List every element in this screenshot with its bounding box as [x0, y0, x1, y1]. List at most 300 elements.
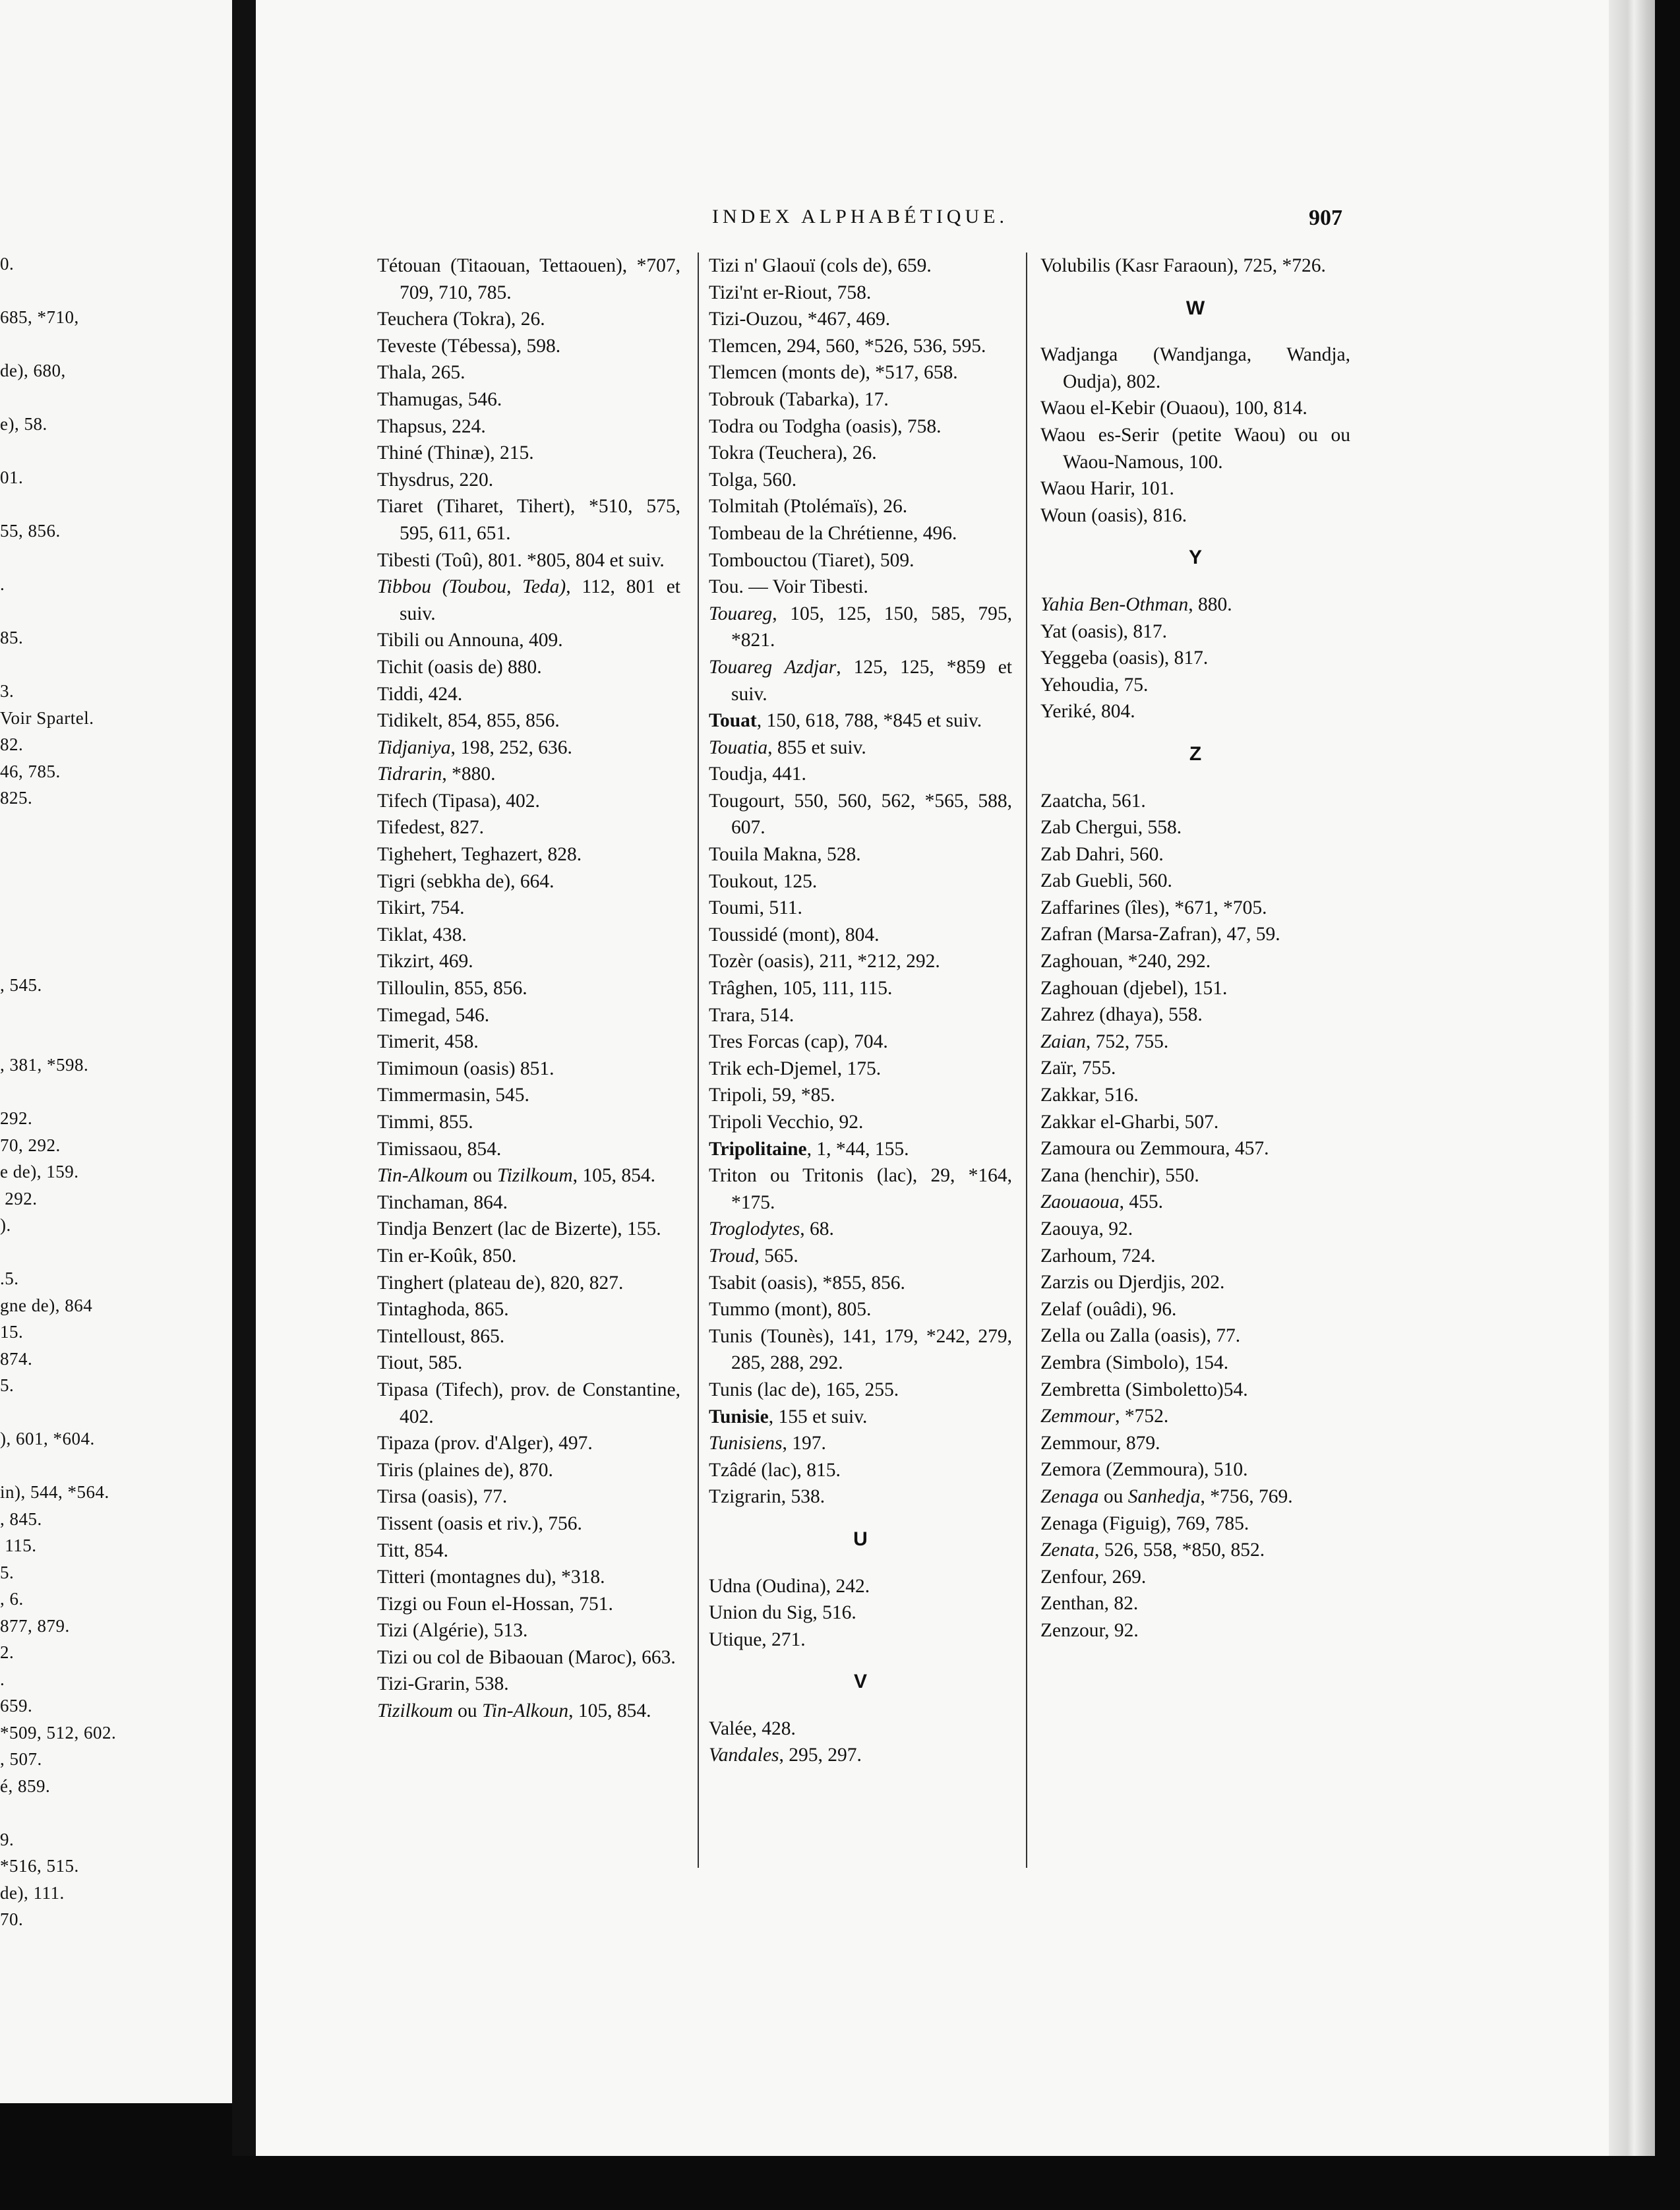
index-entry [709, 1082, 1012, 1109]
index-entry [1040, 342, 1350, 395]
entry-text: Timmi, 855. [377, 1112, 473, 1133]
section-letter: V [853, 1671, 867, 1693]
entry-text: Tlemcen, 294, 560, *526, 536, 595. [709, 335, 986, 357]
entry-text: Toudja, 441. [709, 763, 806, 785]
entry-text: Yeggeba (oasis), 817. [1040, 647, 1209, 669]
index-entry [377, 1564, 680, 1591]
index-entry [1040, 1537, 1350, 1564]
prev-page-line: e de), 159. [0, 1162, 79, 1181]
entry-text: Tizi n' Glaouï (cols de), 659. [709, 255, 932, 276]
prev-page-line: de), 680, [0, 361, 66, 380]
index-entry [709, 574, 1012, 601]
entry-text: Tzigrarin, 538. [709, 1486, 825, 1508]
entry-text: Zemora (Zemmoura), 510. [1040, 1459, 1248, 1481]
entry-text: Tétouan (Titaouan, Tettaouen), *707, 709, 710, 785. [377, 255, 680, 303]
entry-text: Zana (henchir), 550. [1040, 1164, 1199, 1186]
index-entry [377, 1162, 680, 1189]
entry-text: Tikzirt, 469. [377, 951, 473, 972]
entry-text: Tin er-Koûk, 850. [377, 1245, 517, 1267]
prev-page-line: , 381, *598. [0, 1055, 89, 1075]
entry-term-italic: Tidjaniya [377, 736, 451, 758]
prev-page-line [0, 1452, 224, 1479]
prev-page-line: 877, 879. [0, 1615, 70, 1636]
column-rule-2 [1026, 253, 1027, 1868]
index-entry [1040, 814, 1350, 841]
entry-text: Timissaou, 854. [377, 1138, 502, 1160]
entry-text: Tunis (lac de), 165, 255. [709, 1379, 899, 1400]
index-entry [709, 1109, 1012, 1136]
entry-text: Zaghouan (djebel), 151. [1040, 977, 1228, 999]
index-entry [377, 1323, 680, 1350]
index-entry [1040, 1135, 1350, 1162]
entry-term-italic: Yahia Ben-Othman [1040, 593, 1189, 615]
entry-text: ou [1098, 1485, 1128, 1507]
entry-text: Zelaf (ouâdi), 96. [1040, 1298, 1177, 1320]
entry-text: , 150, 618, 788, *845 et suiv. [756, 710, 982, 732]
index-entry [377, 1430, 680, 1457]
entry-text: , 565. [754, 1245, 798, 1267]
entry-text: Tiaret (Tiharet, Tihert), *510, 575, 595, 611, 651. [377, 496, 680, 544]
index-entry [1040, 1216, 1350, 1243]
prev-page-line: 70. [0, 1909, 24, 1929]
entry-text: Tiklat, 438. [377, 924, 467, 945]
index-entry [1040, 1430, 1350, 1457]
entry-text: Tizi-Grarin, 538. [377, 1673, 509, 1695]
index-entry [709, 280, 1012, 307]
entry-text: Teveste (Tébessa), 598. [377, 335, 561, 357]
entry-text: Titt, 854. [377, 1539, 448, 1561]
entry-text: Tsabit (oasis), *855, 856. [709, 1272, 905, 1294]
index-entry [709, 761, 1012, 788]
prev-page-line [0, 384, 224, 411]
entry-text: Thysdrus, 220. [377, 469, 494, 491]
entry-text: Tizgi ou Foun el-Hossan, 751. [377, 1593, 613, 1615]
index-entry [1040, 1377, 1350, 1404]
entry-text: Tilloulin, 855, 856. [377, 978, 527, 1000]
index-entry [377, 788, 680, 815]
prev-page-line: , 545. [0, 974, 42, 995]
index-entry [709, 467, 1012, 494]
prev-page-line: Voir Spartel. [0, 707, 94, 728]
prev-page-line [0, 838, 224, 865]
entry-text: Zab Chergui, 558. [1040, 817, 1182, 839]
index-entry [377, 440, 680, 467]
entry-text: Tou. — Voir Tibesti. [709, 576, 868, 598]
index-entry [377, 1270, 680, 1297]
entry-text: Toumi, 511. [709, 897, 802, 919]
index-entry [709, 1457, 1012, 1484]
prev-page-line: 874. [0, 1348, 33, 1369]
index-entry [377, 1216, 680, 1243]
entry-text: Tikirt, 754. [377, 897, 465, 919]
prev-page-line [0, 918, 224, 945]
entry-text: Trik ech-Djemel, 175. [709, 1058, 882, 1079]
index-entry [709, 1323, 1012, 1377]
index-entry [377, 707, 680, 734]
entry-text: , 155 et suiv. [768, 1406, 868, 1427]
prev-page-line [0, 1239, 224, 1266]
previous-page-fragment [0, 0, 233, 2103]
entry-text: Tibili ou Announa, 409. [377, 630, 563, 651]
index-entry [1040, 1109, 1350, 1136]
entry-text: Tokra (Teuchera), 26. [709, 442, 877, 464]
index-entry [377, 1029, 680, 1056]
index-entry [1040, 422, 1350, 475]
entry-text: Thapsus, 224. [377, 415, 486, 437]
index-entry [377, 1056, 680, 1083]
entry-term-bold: Touat [709, 710, 757, 732]
index-entry [377, 359, 680, 386]
index-entry [1040, 1456, 1350, 1483]
prev-page-line: ). [0, 1215, 11, 1235]
prev-page-line: 292. [0, 1188, 38, 1209]
index-entry [377, 654, 680, 681]
index-entry [709, 520, 1012, 547]
entry-text: Thala, 265. [377, 362, 465, 384]
entry-text: Toukout, 125. [709, 870, 818, 892]
entry-text: Tibesti (Toû), 801. *805, 804 et suiv. [377, 549, 665, 571]
prev-page-line [0, 1079, 224, 1106]
index-entry [1040, 841, 1350, 868]
index-entry [1040, 1082, 1350, 1109]
entry-text: Tougourt, 550, 560, 562, *565, 588, 607. [709, 790, 1012, 839]
index-entry [709, 1599, 1012, 1627]
index-entry [377, 467, 680, 494]
section-letter: Y [1188, 547, 1202, 569]
entry-text: Woun (oasis), 816. [1040, 504, 1187, 526]
entry-text: , 855 et suiv. [767, 736, 866, 758]
entry-text: Zaatcha, 561. [1040, 790, 1146, 812]
index-entry [709, 1377, 1012, 1404]
index-entry [1040, 1055, 1350, 1082]
index-entry [1040, 1617, 1350, 1644]
entry-text: Tombeau de la Chrétienne, 496. [709, 522, 957, 544]
entry-text: , 198, 252, 636. [450, 736, 572, 758]
entry-text: , 752, 755. [1085, 1030, 1169, 1052]
index-entry [377, 1644, 680, 1671]
entry-text: Tindja Benzert (lac de Bizerte), 155. [377, 1218, 661, 1240]
index-entry [709, 1430, 1012, 1457]
index-column-2 [709, 253, 1012, 1769]
index-entry [377, 1243, 680, 1270]
index-entry [1040, 1590, 1350, 1617]
index-entry [709, 922, 1012, 949]
prev-page-line [0, 545, 224, 572]
index-entry [377, 1483, 680, 1510]
entry-text: Tizi (Algérie), 513. [377, 1620, 528, 1642]
index-entry [377, 868, 680, 895]
entry-text: Timmermasin, 545. [377, 1085, 529, 1106]
prev-page-line [0, 891, 224, 918]
entry-text: Utique, 271. [709, 1628, 806, 1650]
index-entry [1040, 895, 1350, 922]
entry-term-italic: Troglodytes [709, 1218, 800, 1240]
index-column-3 [1040, 253, 1350, 1644]
prev-page-line: 15. [0, 1322, 24, 1342]
prev-page-line [0, 998, 224, 1025]
index-entry [709, 306, 1012, 333]
entry-text: Yehoudia, 75. [1040, 674, 1149, 696]
prev-page-line: *516, 515. [0, 1856, 79, 1876]
index-entry [709, 493, 1012, 520]
entry-text: Tres Forcas (cap), 704. [709, 1031, 888, 1053]
index-entry [709, 1162, 1012, 1216]
prev-page-line: 115. [0, 1536, 37, 1555]
index-entry [709, 1742, 1012, 1769]
page-number: 907 [1309, 206, 1342, 230]
entry-text: Zakkar el-Gharbi, 507. [1040, 1111, 1219, 1133]
entry-text: , *752. [1115, 1406, 1169, 1427]
entry-term-bold: Tunisie [709, 1406, 769, 1427]
index-entry [709, 413, 1012, 440]
prev-page-line [0, 812, 224, 839]
entry-text: Waou el-Kebir (Ouaou), 100, 814. [1040, 398, 1307, 419]
index-entry [1040, 1403, 1350, 1430]
prev-page-line: gne de), 864 [0, 1295, 93, 1315]
entry-text: Zenthan, 82. [1040, 1593, 1139, 1615]
entry-text: , 455. [1119, 1191, 1164, 1213]
prev-page-line: 3. [0, 681, 15, 701]
index-entry [709, 788, 1012, 841]
scan-border [0, 2156, 1680, 2210]
index-entry [1040, 698, 1350, 725]
entry-term-italic: Zemmour [1040, 1406, 1116, 1427]
entry-text: Zenfour, 269. [1040, 1566, 1147, 1588]
index-entry [1040, 1323, 1350, 1350]
index-entry [709, 1243, 1012, 1270]
index-entry [709, 253, 1012, 280]
prev-page-line: ), 601, *604. [0, 1429, 95, 1448]
index-entry [709, 1627, 1012, 1654]
index-entry [1040, 475, 1350, 502]
entry-text: Zaïr, 755. [1040, 1058, 1116, 1079]
prev-page-line: 01. [0, 467, 24, 487]
entry-text: Waou es-Serir (petite Waou) ou ou Waou-Namous, 100. [1040, 424, 1350, 473]
index-entry [377, 1350, 680, 1377]
index-entry [377, 1671, 680, 1698]
entry-text: Tunis (Tounès), 141, 179, *242, 279, 285, 288, 292. [709, 1325, 1012, 1374]
section-letter: W [1185, 297, 1205, 319]
entry-text: , *756, 769. [1200, 1485, 1293, 1507]
index-entry [709, 1573, 1012, 1600]
prev-page-line [0, 651, 224, 678]
index-entry [377, 761, 680, 788]
entry-text: , 295, 297. [779, 1745, 862, 1766]
entry-text: Tizi-Ouzou, *467, 469. [709, 309, 891, 330]
index-entry [377, 895, 680, 922]
entry-text: Zella ou Zalla (oasis), 77. [1040, 1325, 1241, 1347]
prev-page-line [0, 598, 224, 625]
index-entry [709, 868, 1012, 895]
index-entry [377, 734, 680, 762]
index-entry [377, 1510, 680, 1538]
index-entry [1040, 1001, 1350, 1029]
index-entry [1040, 948, 1350, 975]
entry-text: , 880. [1188, 593, 1232, 615]
entry-text: , 112, 801 et suiv. [400, 576, 680, 624]
entry-term-italic: Sanhedja [1127, 1485, 1201, 1507]
index-entry [1040, 921, 1350, 948]
entry-text: Zenzour, 92. [1040, 1619, 1139, 1641]
index-entry [377, 1457, 680, 1484]
index-entry [709, 547, 1012, 574]
entry-text: Yeriké, 804. [1040, 701, 1135, 723]
section-letter: Z [1189, 742, 1202, 765]
index-entry [709, 841, 1012, 868]
prev-page-line: 55, 856. [0, 521, 61, 541]
entry-text: ou [467, 1165, 497, 1187]
index-entry [709, 1216, 1012, 1243]
index-entry [709, 1029, 1012, 1056]
prev-page-line: e), 58. [0, 414, 47, 434]
index-entry [1040, 1243, 1350, 1270]
entry-term-italic: Troud [709, 1245, 755, 1267]
entry-text: , 105, 854. [568, 1700, 651, 1722]
index-entry [1040, 1029, 1350, 1056]
entry-term-italic: Tunisiens [709, 1433, 783, 1454]
entry-text: Thamugas, 546. [377, 388, 502, 410]
entry-text: Tiris (plaines de), 870. [377, 1459, 553, 1481]
entry-text: Tizi ou col de Bibaouan (Maroc), 663. [377, 1646, 676, 1668]
entry-text: Wadjanga (Wandjanga, Wandja, Oudja), 802. [1040, 344, 1350, 392]
index-entry [1040, 672, 1350, 699]
prev-page-line [0, 1799, 224, 1826]
index-entry [377, 1189, 680, 1216]
entry-text: Tifech (Tipasa), 402. [377, 790, 540, 812]
entry-term-italic: Tibbou (Toubou, Teda) [377, 576, 566, 598]
prev-page-line [0, 945, 224, 972]
entry-text: ou [452, 1700, 482, 1722]
index-entry [377, 1082, 680, 1109]
entry-term-italic: Tizilkoum [496, 1165, 573, 1187]
entry-text: Tigri (sebkha de), 664. [377, 870, 555, 892]
entry-text: Tzâdé (lac), 815. [709, 1459, 841, 1481]
entry-term-bold: Tripolitaine [709, 1138, 807, 1160]
prev-page-line: *509, 512, 602. [0, 1722, 117, 1743]
entry-text: Zafran (Marsa-Zafran), 47, 59. [1040, 924, 1280, 945]
prev-page-line [0, 278, 224, 305]
entry-text: Timimoun (oasis) 851. [377, 1058, 555, 1079]
entry-text: , 526, 558, *850, 852. [1094, 1539, 1265, 1561]
index-entry [709, 359, 1012, 386]
entry-text: Tipaza (prov. d'Alger), 497. [377, 1433, 593, 1454]
index-entry [377, 413, 680, 440]
index-entry [1040, 1564, 1350, 1591]
entry-text: Tintelloust, 865. [377, 1325, 505, 1347]
index-entry [709, 1136, 1012, 1163]
entry-text: Tintaghoda, 865. [377, 1299, 509, 1321]
entry-term-italic: Zaouaoua [1040, 1191, 1120, 1213]
entry-text: Timerit, 458. [377, 1031, 479, 1053]
prev-page-line: 5. [0, 1562, 15, 1582]
prev-page-line [0, 1399, 224, 1426]
index-entry [1040, 1483, 1350, 1510]
index-entry [709, 1483, 1012, 1510]
prev-page-line: 9. [0, 1829, 15, 1849]
index-entry [1040, 253, 1350, 280]
index-entry [377, 547, 680, 574]
index-entry [377, 1136, 680, 1163]
entry-text: Zemmour, 879. [1040, 1432, 1160, 1454]
index-entry [377, 948, 680, 975]
index-entry [377, 1296, 680, 1323]
prev-page-line [0, 865, 224, 892]
entry-text: Todra ou Todgha (oasis), 758. [709, 415, 942, 437]
entry-text: Valée, 428. [709, 1717, 796, 1739]
prev-page-line: é, 859. [0, 1776, 51, 1796]
prev-page-line: in), 544, *564. [0, 1482, 109, 1502]
index-entry [709, 975, 1012, 1002]
index-entry [1040, 591, 1350, 618]
index-entry [1040, 645, 1350, 672]
entry-text: Thiné (Thinæ), 215. [377, 442, 534, 464]
index-entry [377, 922, 680, 949]
entry-text: Zaouya, 92. [1040, 1218, 1133, 1239]
index-entry [377, 574, 680, 627]
index-entry [1040, 618, 1350, 645]
prev-page-line [0, 491, 224, 518]
entry-text: Trara, 514. [709, 1004, 795, 1026]
entry-text: Zaghouan, *240, 292. [1040, 951, 1211, 972]
index-entry [377, 627, 680, 654]
entry-text: Union du Sig, 516. [709, 1602, 856, 1624]
index-entry [709, 707, 1012, 734]
entry-text: , *880. [442, 763, 496, 785]
prev-page-line: , 845. [0, 1508, 42, 1529]
index-entry [709, 1002, 1012, 1029]
entry-text: Zamoura ou Zemmoura, 457. [1040, 1138, 1269, 1160]
entry-text: Zab Dahri, 560. [1040, 843, 1164, 865]
index-entry [377, 306, 680, 333]
entry-text: Tolmitah (Ptolémaïs), 26. [709, 496, 908, 518]
page-edge [1609, 0, 1655, 2156]
index-entry [1040, 788, 1350, 815]
index-entry [709, 333, 1012, 360]
entry-term-italic: Zaian [1040, 1030, 1086, 1052]
index-entry [709, 1716, 1012, 1743]
index-entry [377, 333, 680, 360]
entry-text: Zenaga (Figuig), 769, 785. [1040, 1512, 1249, 1534]
entry-text: , 197. [782, 1433, 826, 1454]
entry-text: Tolga, 560. [709, 469, 797, 491]
entry-term-italic: Touatia [709, 736, 768, 758]
prev-page-line: 5. [0, 1375, 15, 1395]
section-letter: U [853, 1528, 868, 1550]
entry-text: Tripoli Vecchio, 92. [709, 1112, 864, 1133]
entry-text: Timegad, 546. [377, 1004, 490, 1026]
index-entry [709, 654, 1012, 707]
index-entry [709, 1404, 1012, 1431]
entry-text: Zembra (Simbolo), 154. [1040, 1352, 1229, 1373]
prev-page-line: de), 111. [0, 1882, 65, 1903]
index-entry [1040, 1510, 1350, 1538]
index-entry [377, 1698, 680, 1725]
index-entry [377, 1538, 680, 1565]
entry-term-italic: Touareg Azdjar [709, 656, 837, 678]
entry-text: Tissent (oasis et riv.), 756. [377, 1512, 582, 1534]
index-entry [709, 440, 1012, 467]
entry-text: , 125, 125, *859 et suiv. [731, 656, 1012, 705]
prev-page-line: 659. [0, 1696, 33, 1716]
prev-page-line: 292. [0, 1108, 33, 1128]
prev-page-line: 825. [0, 788, 33, 808]
entry-text: Tizi'nt er-Riout, 758. [709, 282, 872, 303]
entry-text: Tripoli, 59, *85. [709, 1085, 835, 1106]
index-entry [1040, 502, 1350, 529]
entry-text: Volubilis (Kasr Faraoun), 725, *726. [1040, 255, 1326, 276]
entry-term-italic: Tizilkoum [377, 1700, 453, 1722]
index-entry [709, 948, 1012, 975]
